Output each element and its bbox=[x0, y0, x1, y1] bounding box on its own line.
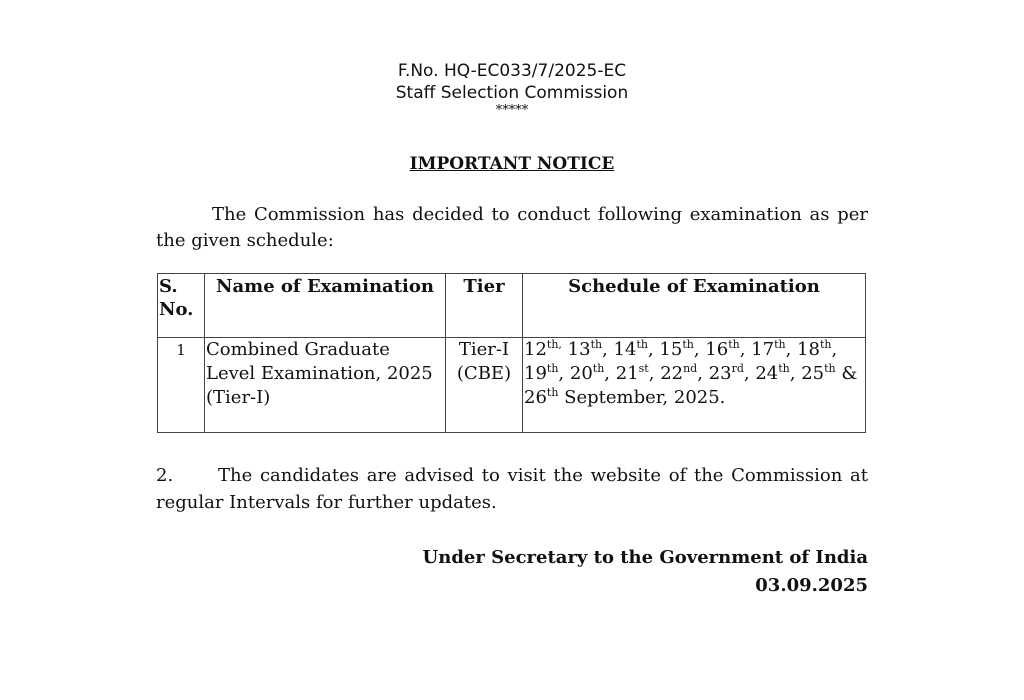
schedule-date: 15 bbox=[659, 339, 683, 360]
date-ordinal: rd bbox=[731, 362, 744, 375]
notice-date: 03.09.2025 bbox=[755, 575, 868, 596]
paragraph-number: 2. bbox=[156, 465, 174, 486]
date-ordinal: th bbox=[592, 362, 605, 375]
date-ordinal: th bbox=[728, 338, 740, 351]
schedule-table bbox=[157, 273, 866, 433]
date-ordinal: th bbox=[590, 338, 603, 351]
schedule-date: 14 bbox=[613, 339, 637, 360]
header-exam-name: Name of Examination bbox=[205, 274, 446, 338]
date-ordinal: th bbox=[546, 386, 559, 399]
schedule-date: 19 bbox=[524, 363, 547, 384]
row-exam-name: Combined Graduate Level Examination, 2025 (Tier-I) bbox=[205, 338, 446, 433]
schedule-date: 16 bbox=[705, 339, 729, 360]
schedule-month: September, 2025. bbox=[564, 387, 726, 408]
table-header-row bbox=[158, 274, 866, 338]
date-ordinal: th bbox=[819, 338, 832, 351]
date-ordinal: th bbox=[774, 338, 786, 351]
schedule-date: 13 bbox=[567, 339, 591, 360]
schedule-date: 26 bbox=[524, 387, 547, 408]
schedule-date: 25 bbox=[801, 363, 825, 384]
organisation-name: Staff Selection Commission bbox=[395, 83, 629, 103]
schedule-date: 24 bbox=[755, 363, 779, 384]
date-ordinal: nd bbox=[683, 362, 698, 375]
advisory-paragraph bbox=[156, 462, 868, 516]
row-sno: 1 bbox=[158, 338, 205, 433]
date-ordinal: th bbox=[636, 338, 648, 351]
advisory-text: The candidates are advised to visit the website of the Commission at regular Intervals for further updates. bbox=[156, 465, 868, 513]
schedule-date: 18 bbox=[797, 339, 820, 360]
signature-block bbox=[300, 544, 868, 600]
separator-stars: ***** bbox=[495, 103, 529, 118]
schedule-date: 20 bbox=[569, 363, 593, 384]
schedule-date: 21 bbox=[615, 363, 639, 384]
date-ordinal: st bbox=[638, 362, 649, 375]
schedule-dates: $12^{th,}$ 13th, 14th, 15th, 16th, 17th, 18th, 19th, 20th, 21st, 22nd, 23rd, 24th, 25th & 26th bbox=[524, 338, 858, 408]
schedule-date: 12 bbox=[524, 339, 547, 360]
intro-paragraph: The Commission has decided to conduct following examination as per the given schedule: bbox=[156, 204, 868, 251]
date-ordinal: th, bbox=[546, 338, 562, 351]
date-ordinal: th bbox=[546, 362, 559, 375]
notice-header bbox=[0, 60, 1024, 118]
schedule-date: 17 bbox=[751, 339, 775, 360]
row-tier: Tier-I (CBE) bbox=[446, 338, 523, 433]
schedule-date: 22 bbox=[660, 363, 684, 384]
header-tier: Tier bbox=[446, 274, 523, 338]
date-ordinal: th bbox=[778, 362, 790, 375]
notice-title: IMPORTANT NOTICE bbox=[409, 154, 615, 174]
date-ordinal: th bbox=[682, 338, 694, 351]
header-schedule: Schedule of Examination bbox=[523, 274, 866, 338]
signatory-designation: Under Secretary to the Government of India bbox=[422, 547, 868, 568]
row-schedule bbox=[523, 338, 866, 433]
header-sno: S. No. bbox=[158, 274, 205, 338]
date-ordinal: th bbox=[824, 362, 836, 375]
table-row bbox=[158, 338, 866, 433]
schedule-date: 23 bbox=[708, 363, 732, 384]
file-number: F.No. HQ-EC033/7/2025-EC bbox=[397, 61, 627, 81]
